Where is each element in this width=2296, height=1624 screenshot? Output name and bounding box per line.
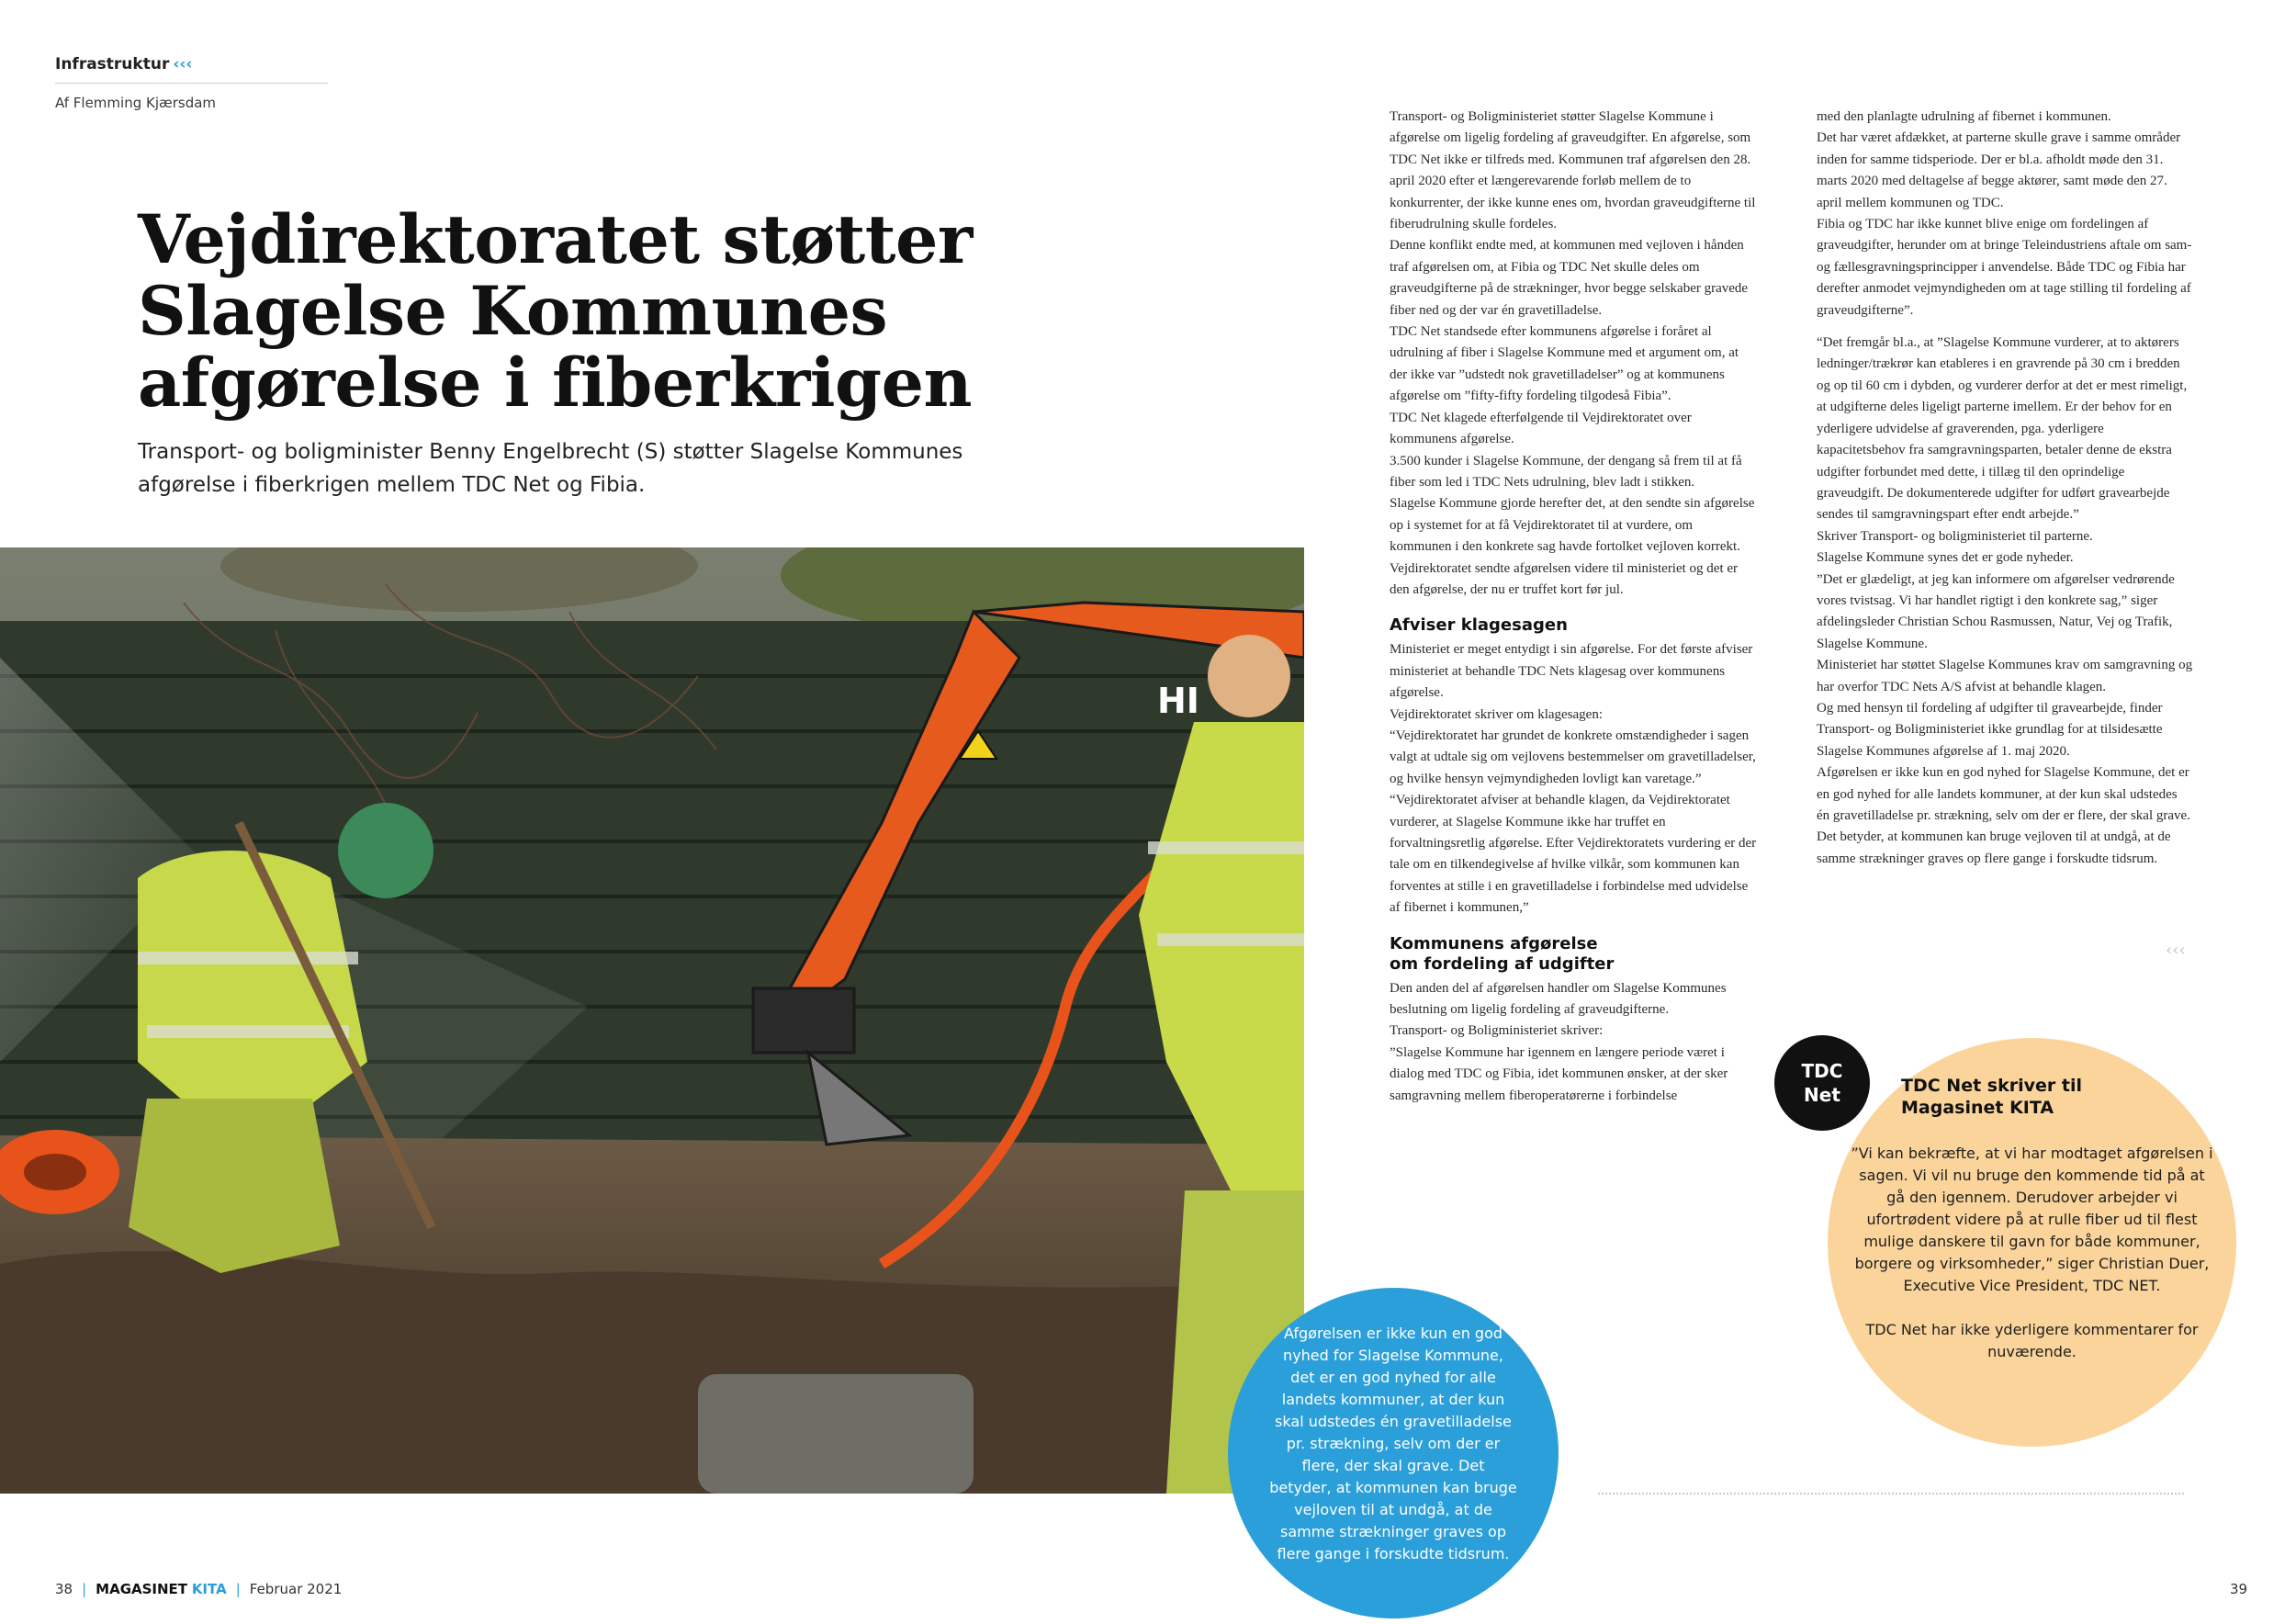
paragraph: Slagelse Kommune synes det er gode nyheder. <box>1817 550 2074 566</box>
paragraph: Transport- og Boligministeriet skriver: <box>1390 1023 1604 1039</box>
byline: Af Flemming Kjærsdam <box>55 95 217 111</box>
excavator-brand-text: HI <box>1157 681 1199 721</box>
pull-quote-circle <box>1228 1288 1559 1618</box>
magazine-name: MAGASINET <box>96 1581 188 1597</box>
paragraph: Ministeriet har støttet Slagelse Kommunes krav om samgravning og har overfor TDC Nets A/S afvist at behandle klagen. <box>1817 658 2193 694</box>
pull-quote-text: Afgørelsen er ikke kun en god nyhed for Slagelse Kommune, det er en god nyhed for alle landets kommuner, at der kun skal udstedes én gravetilladelse pr. strækning, selv om der er flere, der skal grave. Det betyder, at kommunen kan bruge vejloven til at undgå, at de samme strækninger graves op flere gange i forskudte tidsrum. <box>1269 1325 1517 1562</box>
article-lead: Transport- og boligminister Benny Engelbrecht (S) støtter Slagelse Kommunes afgørelse i fiberkrigen mellem TDC Net og Fibia. <box>138 440 963 497</box>
paragraph: “Vejdirektoratet har grundet de konkrete omstændigheder i sagen valgt at udtale sig om vejlovens bestemmelser om gravetilladelser, og hvilke hensyn vejmyndigheden lovligt kan varetage.” <box>1390 727 1756 786</box>
tdc-quote-text: ”Vi kan bekræfte, at vi har modtaget afgørelsen i sagen. Vi vil nu bruge den kommende tid på at gå den igennem. Derudover arbejder vi ufortrødent videre på at rulle fiber ud til flest mulige danskere til gavn for både kommuner, borgere og virksomheder,” siger Christian Duer, Executive Vice President, TDC NET. <box>1851 1145 2213 1294</box>
header-divider <box>55 83 328 84</box>
badge-line-2: Net <box>1804 1084 1840 1106</box>
paragraph: Den anden del af afgørelsen handler om Slagelse Kommunes beslutning om ligelig fordeling af graveudgifterne. <box>1390 980 1727 1018</box>
article-photo <box>0 547 1304 1494</box>
paragraph: Og med hensyn til fordeling af udgifter til gravearbejde, finder Transport- og Boligministeriet ikke grundlag for at tilsidesætte Slagelse Kommunes afgørelse af 1. maj 2020. <box>1817 700 2163 759</box>
footer-separator: | <box>235 1581 241 1597</box>
paragraph: “Vejdirektoratet afviser at behandle klagen, da Vejdirektoratet vurderer, at Slagelse Kommune ikke har truffet en forvaltningsretlig afgørelse. Efter Vejdirektoratets vurdering er der tale om en tilkendegivelse af hvilke vilkår, som kommunen kan forventes at stille i en gravetilladelse i forbindelse med udvidelse af fibernet i kommunen,” <box>1390 793 1757 916</box>
paragraph: ”Slagelse Kommune har igennem en længere periode været i dialog med TDC og Fibia, idet kommunen ønsker, at der sker samgravning mellem fiberoperatørerne i forbindelse <box>1390 1044 1728 1103</box>
issue-date: Februar 2021 <box>249 1581 343 1597</box>
footer-separator: | <box>82 1581 87 1597</box>
subheading-line-1: Kommunens afgørelse <box>1390 933 1598 953</box>
headline-line-1: Vejdirektoratet støtter <box>138 200 973 279</box>
tdc-quote-title: TDC Net skriver til Magasinet KITA <box>1901 1076 2082 1118</box>
headline-line-2: Slagelse Kommunes <box>138 272 888 351</box>
dotted-divider <box>1598 1493 2184 1494</box>
article-column-2 <box>1817 107 2193 870</box>
headline-line-3: afgørelse i fiberkrigen <box>138 344 973 423</box>
article-end-chevrons-icon: ‹‹‹ <box>2166 941 2186 960</box>
page-number-right: 39 <box>2230 1581 2248 1597</box>
paragraph: TDC Net standsede efter kommunens afgørelse i foråret al udrulning af fiber i Slagelse Kommune med et argument om, at der ikke var ”udstedt nok gravetilladelser” og at kommunens afgørelse om ”fifty-fifty fordeling tilgodeså Fibia”. <box>1390 324 1739 404</box>
magazine-name-accent: KITA <box>191 1581 227 1597</box>
paragraph: med den planlagte udrulning af fibernet i kommunen. <box>1817 109 2111 124</box>
tdc-quote-body <box>1851 1143 2213 1363</box>
page-number-left: 38 <box>55 1581 73 1597</box>
excavation-photo-illustration <box>0 547 1304 1494</box>
paragraph: Denne konflikt endte med, at kommunen med vejloven i hånden traf afgørelsen om, at Fibia og TDC Net skulle deles om graveudgifterne på de strækninger, hvor begge selskaber gravede fiber ned og der var én gravetilladelse. <box>1390 238 1749 318</box>
footer-left <box>55 1581 342 1597</box>
section-label <box>55 55 192 73</box>
paragraph: Slagelse Kommune gjorde herefter det, at den sendte sin afgørelse op i systemet for at få Vejdirektoratet til at vurdere, om kommunen i den konkrete sag havde fortolket vejloven korrekt. Vejdirektoratet sendte afgørelsen videre til ministeriet og det er den afgørelse, der nu er truffet kort før jul. <box>1390 496 1755 597</box>
chevrons-left-icon: ‹‹‹ <box>173 55 193 73</box>
paragraph: TDC Net klagede efterfølgende til Vejdirektoratet over kommunens afgørelse. <box>1390 410 1692 447</box>
section-name: Infrastruktur <box>55 55 170 73</box>
paragraph: Afgørelsen er ikke kun en god nyhed for Slagelse Kommune, det er en god nyhed for alle landets kommuner, at der kun skal udstedes én gravetilladelse pr. strækning, selv om der er flere, der skal grave. Det betyder, at kommunen kan bruge vejloven til at undgå, at de samme strækninger graves op flere gange i forskudte tidsrum. <box>1817 765 2190 866</box>
paragraph: Ministeriet er meget entydigt i sin afgørelse. For det første afviser ministeriet at behandle TDC Nets klagesag over kommunens afgørelse. <box>1390 642 1753 701</box>
tdc-net-badge <box>1774 1035 1870 1131</box>
paragraph: Fibia og TDC har ikke kunnet blive enige om fordelingen af graveudgifter, herunder om at bringe Teleindustriens aftale om sam- og fællesgravningsprincipper i anvendelse. Både TDC og Fibia har derefter anmodet vejmyndigheden om at tage stilling til fordeling af graveudgifterne”. <box>1817 217 2192 318</box>
paragraph: “Det fremgår bl.a., at ”Slagelse Kommune vurderer, at to aktørers ledninger/trækrør kan etableres i en gravrende på 30 cm i bredden og op til 60 cm i dybden, og vurderer derfor at det er mest rimeligt, at udgifterne deles ligeligt parterne imellem. Er der behov for en yderligere udvidelse af graverenden, pga. yderligere kapacitetsbehov fra samgravningsparten, betaler denne de ekstra udgifter forbundet med dette, i tillæg til den oprindelige graveudgift. De dokumenterede udgifter for udført gravearbejde sendes til samgravningspart efter endt arbejde.” <box>1817 335 2188 523</box>
subheading-kommunens-afgorelse <box>1390 934 1757 975</box>
paragraph: 3.500 kunder i Slagelse Kommune, der dengang så frem til at få fiber som led i TDC Nets udrulning, blev ladt i stikken. <box>1390 453 1742 490</box>
paragraph: Det har været afdækket, at parterne skulle grave i samme områder inden for samme tidsperiode. Der er bl.a. afholdt møde den 31. marts 2020 med deltagelse af begge aktører, samt møde den 27. april mellem kommunen og TDC. <box>1817 130 2181 210</box>
paragraph: Vejdirektoratet skriver om klagesagen: <box>1390 706 1604 722</box>
article-headline <box>138 200 1267 423</box>
paragraph: Transport- og Boligministeriet støtter Slagelse Kommune i afgørelse om ligelig fordeling af graveudgifter. En afgørelse, som TDC Net ikke er tilfreds med. Kommunen traf afgørelsen den 28. april 2020 efter et længerevarende forløb mellem de to konkurrenter, der ikke kunne enes om, hvordan graveudgifterne til fiberudrulning skulle fordeles. <box>1390 109 1756 232</box>
badge-line-1: TDC <box>1801 1060 1843 1082</box>
paragraph: Skriver Transport- og boligministeriet til parterne. <box>1817 528 2093 544</box>
subheading-line-2: om fordeling af udgifter <box>1390 953 1615 974</box>
article-column-1 <box>1390 107 1757 1107</box>
paragraph-gap <box>1817 321 2193 333</box>
paragraph: ”Det er glædeligt, at jeg kan informere om afgørelser vedrørende vores tvistsag. Vi har handlet rigtigt i den konkrete sag,” siger afdelingsleder Christian Schou Rasmussen, Natur, Vej og Trafik, Slagelse Kommune. <box>1817 571 2175 651</box>
tdc-quote-note: TDC Net har ikke yderligere kommentarer for nuværende. <box>1865 1321 2199 1360</box>
subheading-afviser-klagesagen: Afviser klagesagen <box>1390 615 1568 636</box>
